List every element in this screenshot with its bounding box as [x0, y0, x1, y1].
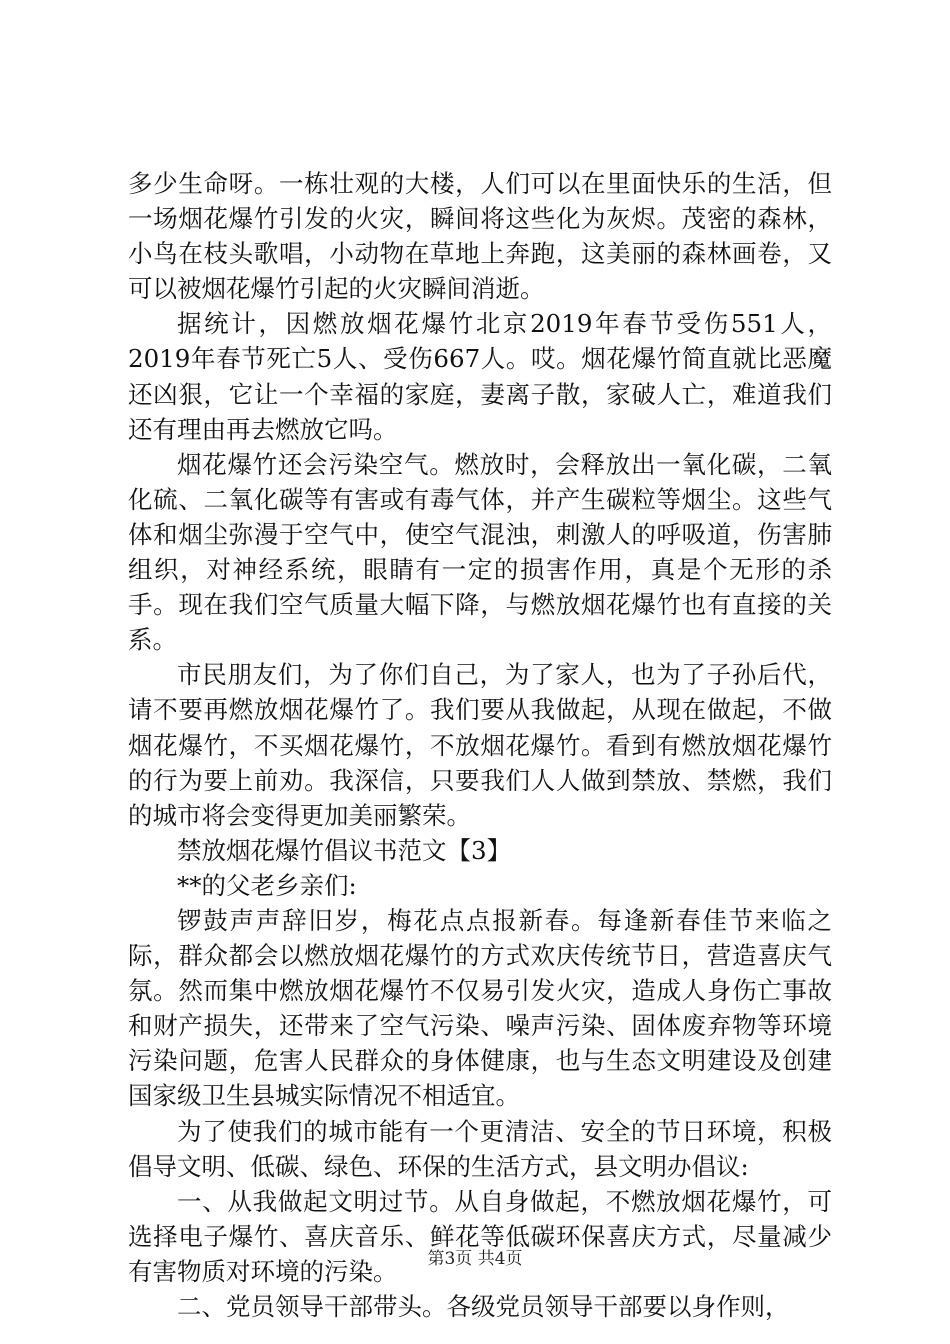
paragraph-item-two: 二、党员领导干部带头。各级党员领导干部要以身作则，	[177, 1292, 790, 1321]
paragraph-air-pollution: 烟花爆竹还会污染空气。燃放时，会释放出一氧化碳，二氧化硫、二氧化碳等有害或有毒气体，并产生碳粒等烟尘。这些气体和烟尘弥漫于空气中，使空气混浊，刺激人的呼吸道，伤害肺组织，对神经系统，眼睛有一定的损害作用，真是个无形的杀手。现在我们空气质量大幅下降，与燃放烟花爆竹也有直接的关系。	[128, 449, 832, 655]
page-number-footer: 第3页 共4页	[427, 1249, 523, 1269]
salutation: **的父老乡亲们:	[177, 870, 357, 900]
paragraph-continuation: 多少生命呀。一栋壮观的大楼，人们可以在里面快乐的生活，但一场烟花爆竹引发的火灾，瞬间将这些化为灰烬。茂密的森林，小鸟在枝头歌唱，小动物在草地上奔跑，这美丽的森林画卷，又可以被烟花爆竹引起的火灾瞬间消逝。	[128, 169, 832, 304]
paragraph-appeal: 市民朋友们，为了你们自己，为了家人，也为了子孙后代，请不要再燃放烟花爆竹了。我们要从我做起，从现在做起，不做烟花爆竹，不买烟花爆竹，不放烟花爆竹。看到有燃放烟花爆竹的行为要上前劝。我深信，只要我们人人做到禁放、禁燃，我们的城市将会变得更加美丽繁荣。	[128, 660, 832, 830]
paragraph-statistics: 据统计，因燃放烟花爆竹北京2019年春节受伤551人，2019年春节死亡5人、受伤667人。哎。烟花爆竹简直就比恶魔还凶狠，它让一个幸福的家庭，妻离子散，家破人亡，难道我们还有理由再去燃放它吗。	[128, 309, 832, 444]
paragraph-initiative: 为了使我们的城市能有一个更清洁、安全的节日环境，积极倡导文明、低碳、绿色、环保的生活方式，县文明办倡议:	[128, 1116, 832, 1181]
paragraph-new-year: 锣鼓声声辞旧岁，梅花点点报新春。每逢新春佳节来临之际，群众都会以燃放烟花爆竹的方式欢庆传统节日，营造喜庆气氛。然而集中燃放烟花爆竹不仅易引发火灾，造成人身伤亡事故和财产损失，还带来了空气污染、噪声污染、固体废弃物等环境污染问题，危害人民群众的身体健康，也与生态文明建设及创建国家级卫生县城实际情况不相适宜。	[128, 905, 832, 1111]
paragraph-item-one: 一、从我做起文明过节。从自身做起，不燃放烟花爆竹，可选择电子爆竹、喜庆音乐、鲜花等低碳环保喜庆方式，尽量减少有害物质对环境的污染。	[128, 1186, 832, 1286]
document-body	[128, 166, 832, 1324]
section-heading: 禁放烟花爆竹倡议书范文【3】	[177, 835, 512, 865]
